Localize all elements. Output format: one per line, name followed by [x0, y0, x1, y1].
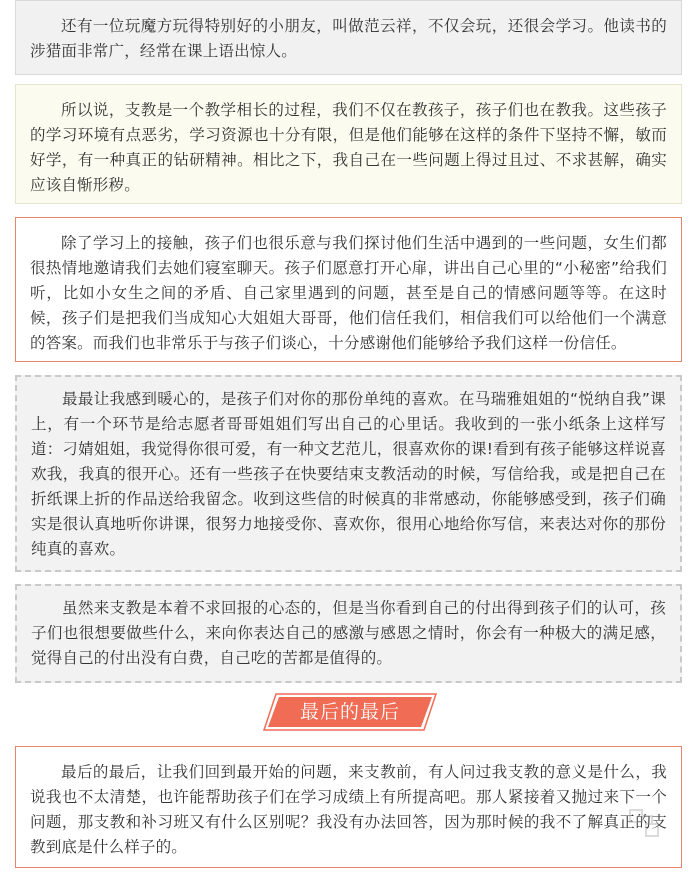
paragraph-card-5 — [15, 584, 682, 683]
paragraph-text: 虽然来支教是本着不求回报的心态的，但是当你看到自己的付出得到孩子们的认可，孩子们也很想要做些什么，来向你表达自己的感激与感恩之情时，你会有一种极大的满足感，觉得自己的付出没有白费，自己吃的苦都是值得的。 — [31, 599, 666, 667]
watermark-logo-icon — [624, 806, 664, 840]
paragraph-text: 除了学习上的接触，孩子们也很乐意与我们探讨他们生活中遇到的一些问题，女生们都很热情地邀请我们去她们寝室聊天。孩子们愿意打开心扉，讲出自己心里的“小秘密”给我们听，比如小女生之间的矛盾、自己家里遇到的问题，甚至是自己的情感问题等等。在这时候，孩子们是把我们当成知心大姐姐大哥哥，他们信任我们，相信我们可以给他们一个满意的答案。而我们也非常乐于与孩子们谈心，十分感谢他们能够给予我们这样一份信任。 — [30, 234, 667, 352]
paragraph-card-3 — [15, 217, 682, 362]
paragraph-text: 最最让我感到暖心的，是孩子们对你的那份单纯的喜欢。在马瑞雅姐姐的“悦纳自我”课上，有一个环节是给志愿者哥哥姐姐们写出自己的心里话。我收到的一张小纸条上这样写道：刁婧姐姐，我觉得你很可爱，有一种文艺范儿，很喜欢你的课!看到有孩子能够这样说喜欢我，我真的很开心。还有一些孩子在快要结束支教活动的时候，写信给我，或是把自己在折纸课上折的作品送给我留念。收到这些信的时候真的非常感动，你能够感受到，孩子们确实是很认真地听你讲课，很努力地接受你、喜欢你，很用心地给你写信，来表达对你的那份纯真的喜欢。 — [31, 390, 666, 558]
paragraph-text: 最后的最后，让我们回到最开始的问题，来支教前，有人问过我支教的意义是什么，我说我也不太清楚，也许能帮助孩子们在学习成绩上有所提高吧。那人紧接着又抛过来下一个问题，那支教和补习班又有什么区别呢？我没有办法回答，因为那时候的我不了解真正的支教到底是什么样子的。 — [30, 763, 667, 856]
paragraph-card-2 — [15, 84, 682, 204]
paragraph-text: 还有一位玩魔方玩得特别好的小朋友，叫做范云祥，不仅会玩，还很会学习。他读书的涉猎面非常广，经常在课上语出惊人。 — [30, 17, 667, 60]
paragraph-card-4 — [15, 375, 682, 572]
paragraph-text: 所以说，支教是一个教学相长的过程，我们不仅在教孩子，孩子们也在教我。这些孩子的学习环境有点恶劣，学习资源也十分有限，但是他们能够在这样的条件下坚持不懈，敏而好学，有一种真正的钻研精神。相比之下，我自己在一些问题上得过且过、不求甚解，确实应该自惭形秽。 — [30, 101, 667, 194]
section-heading — [0, 692, 697, 732]
paragraph-card-6 — [15, 746, 682, 868]
section-heading-text: 最后的最后 — [299, 701, 400, 723]
paragraph-card-1 — [15, 0, 682, 75]
